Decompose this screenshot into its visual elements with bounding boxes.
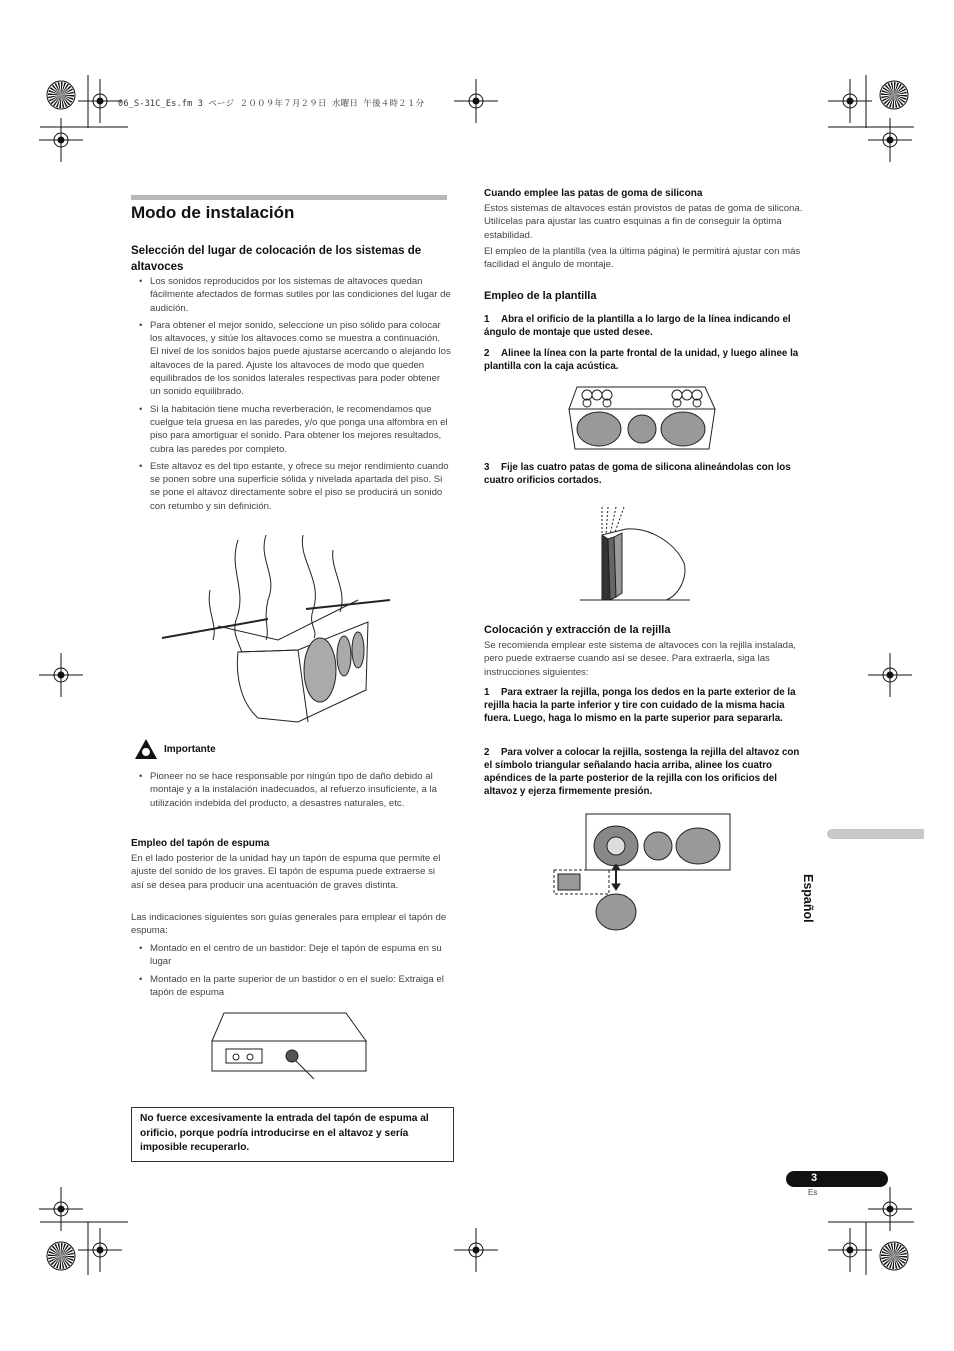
page-number-badge <box>786 1171 888 1187</box>
important-label: Importante <box>164 744 216 755</box>
crosshair-target-icon <box>78 79 122 123</box>
crosshair-target-icon <box>828 1228 872 1272</box>
step-number: 1 <box>484 314 490 325</box>
file-info-header: 06_S-31C_Es.fm 3 ページ ２００９年７月２９日 水曜日 午後４時２１分 <box>118 99 425 109</box>
template-heading: Empleo de la plantilla <box>484 290 597 302</box>
language-tab-bar <box>827 829 924 839</box>
crosshair-target-icon <box>868 653 912 697</box>
crosshair-target-icon <box>868 118 912 162</box>
registration-sunburst-icon <box>47 81 75 109</box>
important-list <box>131 770 451 814</box>
step-text: Para volver a colocar la rejilla, sostenga la rejilla del altavoz con el símbolo triangular señalando hacia arriba, alinee los cuatro apéndices de la parte posterior de la rejilla con los orificios del altavoz y ejerza firmemente presión. <box>484 747 800 797</box>
shelf-speaker-illustration <box>158 530 398 730</box>
template-step-3 <box>484 461 806 487</box>
placement-bullet-list <box>131 275 451 517</box>
template-speaker-illustration <box>565 383 720 453</box>
step-number: 1 <box>484 687 490 698</box>
grille-speaker-illustration <box>550 810 735 935</box>
foam-paragraph-1: En el lado posterior de la unidad hay un tapón de espuma que permite el ajuste del sonido de los graves. El tapón de espuma puede extraerse si así se desea para producir una acentuación de graves distinta. <box>131 853 441 891</box>
page-title: Modo de instalación <box>131 203 295 222</box>
list-item: • Montado en el centro de un bastidor: Deje el tapón de espuma en su lugar <box>131 942 451 969</box>
foam-bullet-list <box>131 942 451 1003</box>
list-item: • Pioneer no se hace responsable por ningún tipo de daño debido al montaje y a la instalación inadecuados, al refuerzo insuficiente, a la utilización indebida del producto, a desastres naturales, etc. <box>131 770 451 810</box>
warning-icon <box>134 738 158 760</box>
list-item: • Este altavoz es del tipo estante, y ofrece su mejor rendimiento cuando se ponen sobre una superficie sólida y nivelada apartada del piso. Si se pone el altavoz directamente sobre el piso se producirá un sonido con retumbo y sin definición. <box>131 460 451 513</box>
crosshair-target-icon <box>39 653 83 697</box>
step-number: 3 <box>484 462 490 473</box>
page-number: 3 <box>811 1172 818 1184</box>
foam-warning-box: No fuerce excesivamente la entrada del tapón de espuma al orificio, porque podría introducirse en el altavoz y sería imposible recuperarlo. <box>131 1107 454 1162</box>
silicone-heading: Cuando emplee las patas de goma de silicona <box>484 188 703 199</box>
template-step-2 <box>484 347 806 373</box>
registration-sunburst-icon <box>880 81 908 109</box>
grille-heading: Colocación y extracción de la rejilla <box>484 624 671 636</box>
rear-speaker-illustration <box>206 1005 376 1080</box>
crosshair-target-icon <box>454 1228 498 1272</box>
silicone-paragraph-1: Estos sistemas de altavoces están provistos de patas de goma de silicona. Utilícelas para ajustar las cuatro esquinas a fin de conseguir la óptima estabilidad. <box>484 203 803 241</box>
foam-heading: Empleo del tapón de espuma <box>131 838 270 849</box>
registration-sunburst-icon <box>880 1242 908 1270</box>
template-step-1 <box>484 313 806 339</box>
list-item: • Si la habitación tiene mucha reverberación, le recomendamos que cuelgue tela gruesa en las paredes, y/o que ponga una alfombra en el piso para amortiguar el sonido. Para obtener los mejores resultados, cubra las paredes por completo. <box>131 403 451 456</box>
step-number: 2 <box>484 747 490 758</box>
crosshair-target-icon <box>828 79 872 123</box>
crosshair-target-icon <box>39 1187 83 1231</box>
list-item: • Para obtener el mejor sonido, seleccione un piso sólido para colocar los altavoces, y sitúe los altavoces como se muestra a continuación. El nivel de los sonidos bajos puede ajustarse acercando o alejando los altavoces de la pared. Ajuste los altavoces de modo que queden equilibrados de los sonidos laterales respectivas para poder obtener un sonido equilibrado. <box>131 319 451 399</box>
angle-template-illustration <box>580 505 700 605</box>
crosshair-target-icon <box>78 1228 122 1272</box>
list-item: • Los sonidos reproducidos por los sistemas de altavoces quedan fácilmente afectados de formas sutiles por las condiciones del lugar de audición. <box>131 275 451 315</box>
crosshair-target-icon <box>868 1187 912 1231</box>
step-text: Alinee la línea con la parte frontal de la unidad, y luego alinee la plantilla con la caja acústica. <box>484 348 799 372</box>
step-number: 2 <box>484 348 490 359</box>
page-lang-code: Es <box>808 1188 818 1197</box>
grille-paragraph: Se recomienda emplear este sistema de altavoces con la rejilla instalada, pero puede extraerse cuando así se desee. Para extraerla, siga las instrucciones siguientes: <box>484 640 796 678</box>
grille-step-2 <box>484 746 806 798</box>
language-tab-label: Español <box>801 874 815 923</box>
step-text: Abra el orificio de la plantilla a lo largo de la línea indicando el ángulo de montaje que usted desee. <box>484 314 791 338</box>
step-text: Para extraer la rejilla, ponga los dedos en la parte exterior de la rejilla hacia la parte inferior y tire con cuidado de la misma hacia fuera. Luego, haga lo mismo en la parte superior para separarla. <box>484 687 796 724</box>
section-heading-placement: Selección del lugar de colocación de los sistemas de altavoces <box>131 245 422 273</box>
registration-sunburst-icon <box>47 1242 75 1270</box>
step-text: Fije las cuatro patas de goma de silicona alineándolas con los cuatro orificios cortados. <box>484 462 791 486</box>
crosshair-target-icon <box>454 79 498 123</box>
list-item: • Montado en la parte superior de un bastidor o en el suelo: Extraiga el tapón de espuma <box>131 973 451 1000</box>
title-rule <box>131 195 447 200</box>
crosshair-target-icon <box>39 118 83 162</box>
foam-paragraph-2: Las indicaciones siguientes son guías generales para emplear el tapón de espuma: <box>131 912 447 937</box>
silicone-paragraph-2: El empleo de la plantilla (vea la última página) le permitirá ajustar con más facilidad el ángulo de montaje. <box>484 246 801 271</box>
grille-step-1 <box>484 686 806 725</box>
